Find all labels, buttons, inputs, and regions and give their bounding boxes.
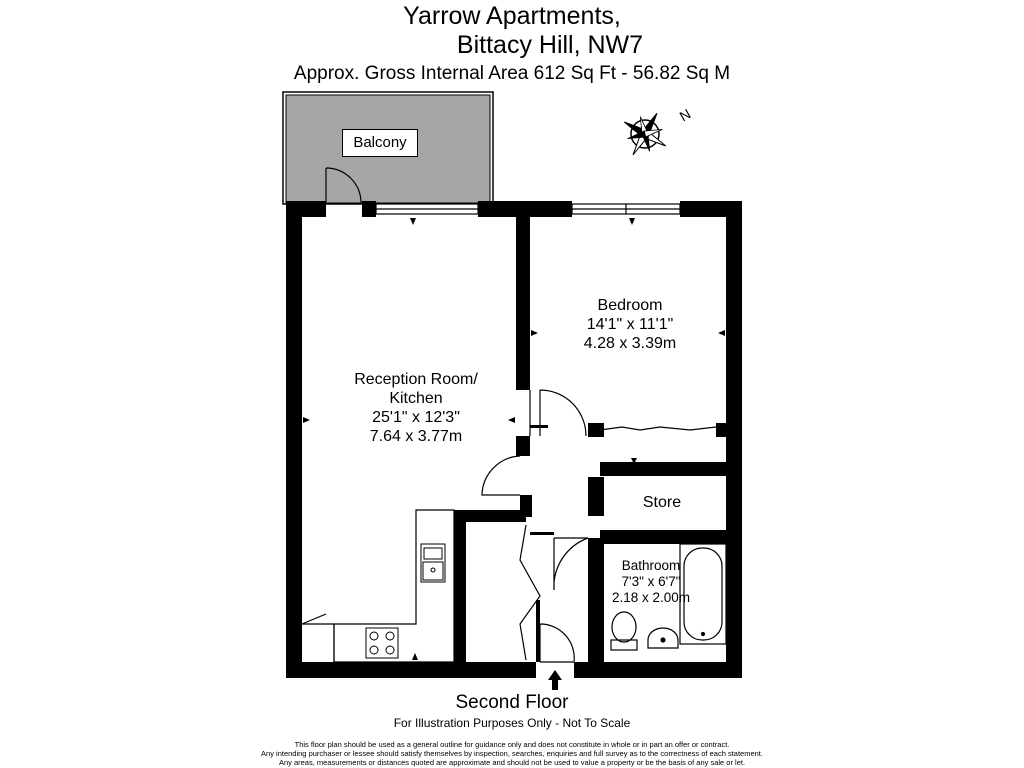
room-name: Store — [642, 494, 682, 511]
hob-icon — [366, 628, 398, 658]
room-name: Bedroom — [597, 297, 663, 314]
title-line-2: Bittacy Hill, NW7 — [456, 31, 644, 59]
illustration-note: For Illustration Purposes Only - Not To Scale — [393, 716, 631, 730]
toilet-icon — [611, 612, 637, 650]
disclaimer-line-3: Any areas, measurements or distances quoted are approximate and should not be used to value a property or be the basis of any sale or let. — [278, 758, 746, 767]
room-reception-kitchen — [316, 370, 516, 446]
north-label: N — [676, 105, 694, 125]
kitchen-counter — [302, 510, 454, 662]
room-name: Reception Room/ — [354, 371, 478, 388]
room-name: Bathroom — [621, 558, 681, 573]
title-line-1: Yarrow Apartments, — [403, 2, 621, 30]
room-size-metric: 7.64 x 3.77m — [369, 428, 463, 445]
disclaimer-line-2: Any intending purchaser or lessee should satisfy themselves by inspection, searches, enquiries and full survey as to the correctness of each statement. — [261, 749, 763, 758]
room-size-imperial: 14'1" x 11'1" — [586, 316, 674, 333]
room-size-metric: 4.28 x 3.39m — [583, 335, 677, 352]
room-name: Kitchen — [389, 390, 443, 407]
entrance-arrow-icon — [548, 670, 562, 690]
gross-internal-area: Approx. Gross Internal Area 612 Sq Ft - 56.82 Sq M — [293, 63, 731, 84]
balcony-label: Balcony — [342, 129, 418, 157]
room-bathroom — [596, 558, 706, 606]
compass-icon — [612, 101, 678, 167]
disclaimer-line-1: This floor plan should be used as a general outline for guidance only and does not constitute in whole or in part an offer or contract. — [294, 740, 730, 749]
room-store — [600, 493, 724, 512]
room-size-imperial: 25'1" x 12'3" — [372, 409, 460, 426]
room-size-metric: 2.18 x 2.00m — [611, 590, 691, 605]
room-bedroom — [530, 296, 730, 353]
room-size-imperial: 7'3" x 6'7" — [621, 574, 681, 589]
floor-label: Second Floor — [455, 692, 569, 713]
sink-icon — [421, 544, 445, 582]
basin-icon — [648, 628, 678, 648]
